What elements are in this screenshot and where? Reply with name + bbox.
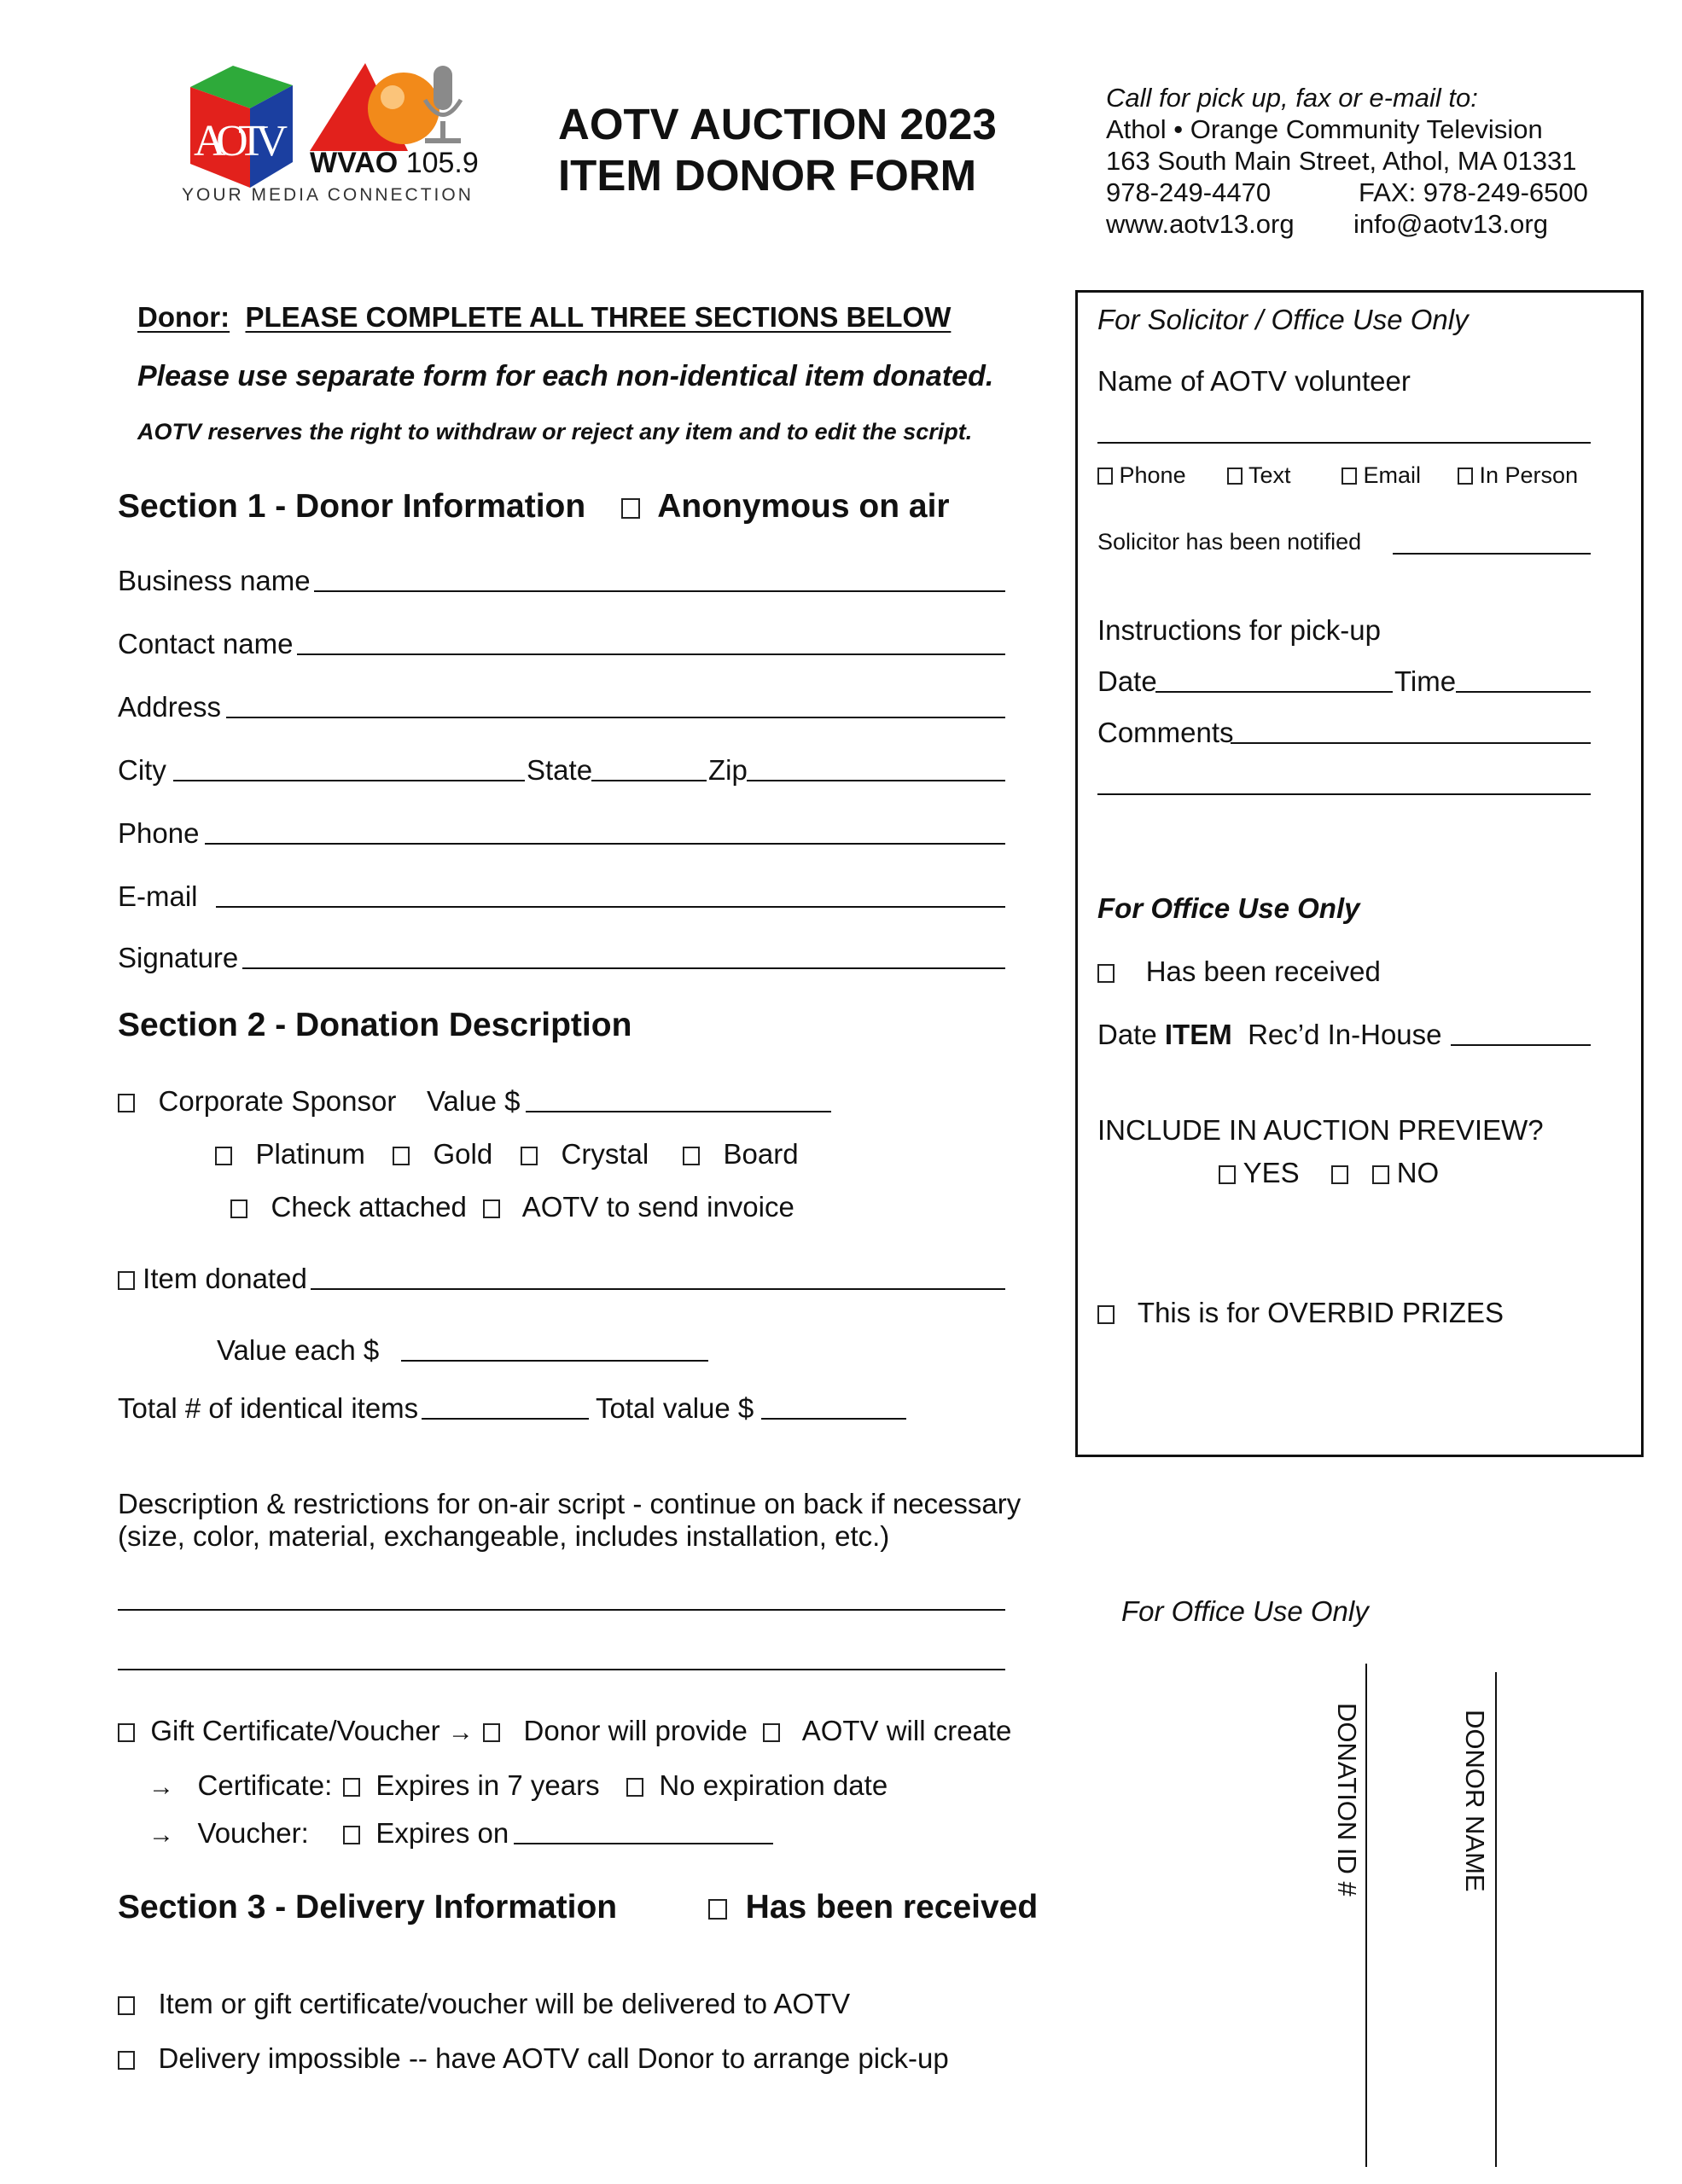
method-text-checkbox[interactable] <box>1227 468 1243 485</box>
expires-on-option[interactable] <box>343 1817 509 1850</box>
no-expiration-option[interactable] <box>626 1769 888 1802</box>
office-bottom-header: For Office Use Only <box>1121 1595 1369 1627</box>
voucher-row <box>148 1817 309 1850</box>
solicitor-notified-field[interactable] <box>1393 553 1591 555</box>
method-text-label: Text <box>1248 462 1291 488</box>
gift-certificate-option[interactable] <box>118 1715 474 1747</box>
logo-tagline: YOUR MEDIA CONNECTION <box>182 185 474 205</box>
section3-received-checkbox[interactable] <box>708 1899 727 1920</box>
zip-label: Zip <box>708 754 748 786</box>
office-received-checkbox[interactable] <box>1097 964 1115 983</box>
total-value-label: Total value $ <box>596 1392 754 1424</box>
wvao-call-sign: WVAO <box>310 147 399 179</box>
donor-provide-option[interactable] <box>483 1715 748 1747</box>
city-label: City <box>118 754 166 786</box>
preview-no-checkbox[interactable] <box>1331 1165 1348 1184</box>
total-items-label: Total # of identical items <box>118 1392 419 1424</box>
certificate-row <box>148 1769 332 1802</box>
method-in-person-checkbox[interactable] <box>1458 468 1473 485</box>
overbid-checkbox[interactable] <box>1097 1305 1115 1324</box>
method-in-person[interactable] <box>1458 462 1578 489</box>
method-phone-label: Phone <box>1119 462 1186 488</box>
date-received-item: ITEM <box>1164 1019 1232 1050</box>
item-donated-label: Item donated <box>143 1263 307 1294</box>
check-attached-label: Check attached <box>271 1191 467 1223</box>
corporate-sponsor-checkbox[interactable] <box>118 1094 135 1112</box>
gift-certificate-label: Gift Certificate/Voucher <box>150 1715 440 1746</box>
anonymous-checkbox[interactable] <box>621 498 640 519</box>
contact-address: 163 South Main Street, Athol, MA 01331 <box>1106 146 1577 176</box>
corporate-sponsor-option[interactable] <box>118 1085 396 1118</box>
arrow-icon: → <box>447 1718 474 1746</box>
volunteer-label: Name of AOTV volunteer <box>1097 365 1411 397</box>
description-field-line2[interactable] <box>118 1669 1005 1670</box>
comments-label: Comments <box>1097 717 1234 748</box>
date-received-prefix: Date <box>1097 1019 1157 1050</box>
email-label: E-mail <box>118 880 198 912</box>
auction-preview-question: INCLUDE IN AUCTION PREVIEW? <box>1097 1114 1544 1146</box>
tier-crystal-label: Crystal <box>561 1138 649 1170</box>
overbid-label: This is for OVERBID PRIZES <box>1137 1297 1504 1328</box>
method-email[interactable] <box>1342 462 1421 489</box>
office-received-option[interactable] <box>1097 956 1381 988</box>
solicitor-notified-label: Solicitor has been notified <box>1097 529 1362 555</box>
method-text[interactable] <box>1227 462 1291 489</box>
date-received-suffix: Rec’d In-House <box>1248 1019 1442 1050</box>
aotv-create-checkbox[interactable] <box>763 1723 780 1742</box>
pickup-instructions-label: Instructions for pick-up <box>1097 614 1381 646</box>
preview-yes-checkbox[interactable] <box>1219 1165 1236 1184</box>
aotv-cube-logo <box>182 61 301 189</box>
expires-7-years-checkbox[interactable] <box>343 1778 360 1797</box>
address-field[interactable] <box>226 717 1005 718</box>
expires-7-years-option[interactable] <box>343 1769 600 1802</box>
tier-crystal[interactable] <box>521 1138 649 1170</box>
anonymous-option[interactable] <box>621 488 950 526</box>
method-phone[interactable] <box>1097 462 1186 489</box>
donor-name-line[interactable] <box>1495 1672 1497 2167</box>
corporate-sponsor-label: Corporate Sponsor <box>158 1085 397 1117</box>
certificate-label: Certificate: <box>197 1769 333 1801</box>
preview-no-inner-checkbox[interactable] <box>1372 1165 1389 1184</box>
aotv-create-option[interactable] <box>763 1715 1011 1747</box>
tier-board[interactable] <box>683 1138 799 1170</box>
method-email-checkbox[interactable] <box>1342 468 1357 485</box>
phone-field[interactable] <box>205 843 1005 845</box>
corporate-value-label: Value $ <box>427 1085 521 1117</box>
contact-intro: Call for pick up, fax or e-mail to: <box>1106 83 1478 113</box>
address-label: Address <box>118 691 222 723</box>
value-each-label: Value each $ <box>217 1334 380 1366</box>
aotv-create-label: AOTV will create <box>801 1715 1012 1746</box>
email-field[interactable] <box>216 906 1005 908</box>
phone-label: Phone <box>118 817 200 849</box>
logo <box>178 61 485 215</box>
deliver-to-aotv-label: Item or gift certificate/voucher will be delivered to AOTV <box>158 1988 851 2019</box>
contact-website[interactable]: www.aotv13.org <box>1106 209 1295 239</box>
overbid-option[interactable] <box>1097 1297 1504 1329</box>
deliver-to-aotv-checkbox[interactable] <box>118 1996 135 2015</box>
wvao-text <box>310 147 479 180</box>
preview-no-option[interactable] <box>1331 1157 1439 1189</box>
delivery-impossible-option[interactable] <box>118 2042 949 2075</box>
send-invoice-option[interactable] <box>483 1191 794 1223</box>
method-phone-checkbox[interactable] <box>1097 468 1113 485</box>
donation-id-line[interactable] <box>1365 1664 1367 2167</box>
send-invoice-label: AOTV to send invoice <box>521 1191 794 1223</box>
tier-gold-checkbox[interactable] <box>393 1147 410 1165</box>
contact-name-label: Contact name <box>118 628 294 659</box>
volunteer-field[interactable] <box>1097 442 1591 444</box>
tier-platinum-label: Platinum <box>255 1138 365 1170</box>
section3-title: Section 3 - Delivery Information <box>118 1889 618 1926</box>
signature-field[interactable] <box>242 967 1005 969</box>
arrow-icon: → <box>148 1821 174 1849</box>
donor-name-label: DONOR NAME <box>1460 1710 1490 1892</box>
send-invoice-checkbox[interactable] <box>483 1199 500 1218</box>
donor-instruction <box>137 301 951 334</box>
comments-field-line1[interactable] <box>1231 742 1591 744</box>
check-attached-checkbox[interactable] <box>230 1199 247 1218</box>
voucher-label: Voucher: <box>197 1817 309 1849</box>
expires-on-label: Expires on <box>375 1817 509 1849</box>
wvao-frequency: 105.9 <box>405 147 479 179</box>
contact-phone: 978-249-4470 <box>1106 177 1272 207</box>
zip-field[interactable] <box>747 780 1005 781</box>
pickup-date-label: Date <box>1097 665 1157 697</box>
donor-provide-label: Donor will provide <box>523 1715 748 1746</box>
delivery-impossible-label: Delivery impossible -- have AOTV call Donor to arrange pick-up <box>158 2042 949 2074</box>
deliver-to-aotv-option[interactable] <box>118 1988 850 2020</box>
contact-block <box>1106 82 1588 240</box>
city-field[interactable] <box>173 780 525 781</box>
comments-field-line2[interactable] <box>1097 793 1591 795</box>
form-title-line1: AOTV AUCTION 2023 <box>558 100 997 148</box>
contact-email[interactable]: info@aotv13.org <box>1353 209 1548 239</box>
business-name-field[interactable] <box>314 590 1005 592</box>
tier-board-checkbox[interactable] <box>683 1147 700 1165</box>
state-label: State <box>527 754 593 786</box>
contact-fax: FAX: 978-249-6500 <box>1359 177 1588 207</box>
state-field[interactable] <box>591 780 707 781</box>
method-email-label: Email <box>1363 462 1422 488</box>
tier-gold-label: Gold <box>433 1138 493 1170</box>
date-received-field[interactable] <box>1451 1044 1591 1046</box>
description-label: Description & restrictions for on-air script - continue on back if necessary <box>118 1488 1021 1519</box>
pickup-time-field[interactable] <box>1456 691 1591 693</box>
office-received-label: Has been received <box>1145 956 1381 987</box>
description-hint: (size, color, material, exchangeable, includes installation, etc.) <box>118 1520 890 1552</box>
donation-id-label: DONATION ID # <box>1332 1703 1362 1896</box>
total-items-field[interactable] <box>422 1418 589 1420</box>
donor-label: Donor: <box>137 301 230 333</box>
tier-platinum-checkbox[interactable] <box>215 1147 232 1165</box>
preview-no-label: NO <box>1396 1157 1440 1188</box>
corporate-value-field[interactable] <box>526 1111 831 1112</box>
preview-yes-label: YES <box>1243 1157 1300 1188</box>
anonymous-label: Anonymous on air <box>657 488 950 525</box>
value-each-field[interactable] <box>401 1360 708 1362</box>
method-in-person-label: In Person <box>1479 462 1579 488</box>
signature-label: Signature <box>118 942 239 973</box>
description-field-line1[interactable] <box>118 1609 1005 1611</box>
reserve-note: AOTV reserves the right to withdraw or reject any item and to edit the script. <box>137 419 973 444</box>
item-donated-field[interactable] <box>311 1288 1005 1290</box>
donor-instruction-text: PLEASE COMPLETE ALL THREE SECTIONS BELOW <box>245 301 952 333</box>
item-donated-option[interactable] <box>118 1263 307 1295</box>
contact-name-field[interactable] <box>297 653 1005 655</box>
tier-board-label: Board <box>723 1138 799 1170</box>
office-box-header: For Solicitor / Office Use Only <box>1097 304 1469 335</box>
check-attached-option[interactable] <box>230 1191 467 1223</box>
delivery-impossible-checkbox[interactable] <box>118 2051 135 2070</box>
arrow-icon: → <box>148 1773 174 1801</box>
business-name-label: Business name <box>118 565 311 596</box>
pickup-time-label: Time <box>1394 665 1457 697</box>
section3-received-option[interactable] <box>708 1889 1038 1926</box>
total-value-field[interactable] <box>761 1418 906 1420</box>
expires-on-checkbox[interactable] <box>343 1826 360 1844</box>
tier-platinum[interactable] <box>215 1138 365 1170</box>
no-expiration-label: No expiration date <box>659 1769 888 1801</box>
pickup-date-field[interactable] <box>1155 691 1393 693</box>
item-donated-checkbox[interactable] <box>118 1271 135 1290</box>
office-only-header: For Office Use Only <box>1097 892 1360 924</box>
tier-crystal-checkbox[interactable] <box>521 1147 538 1165</box>
separate-form-note: Please use separate form for each non-identical item donated. <box>137 360 994 392</box>
section3-received-label: Has been received <box>745 1889 1039 1926</box>
tier-gold[interactable] <box>393 1138 492 1170</box>
section1-title: Section 1 - Donor Information <box>118 488 586 525</box>
preview-yes-option[interactable] <box>1219 1157 1300 1189</box>
svg-text:AOTV: AOTV <box>194 117 288 166</box>
form-title-line2: ITEM DONOR FORM <box>558 151 977 200</box>
no-expiration-checkbox[interactable] <box>626 1778 643 1797</box>
contact-org: Athol • Orange Community Television <box>1106 114 1543 144</box>
section2-title: Section 2 - Donation Description <box>118 1007 632 1043</box>
donor-provide-checkbox[interactable] <box>483 1723 500 1742</box>
expires-7-years-label: Expires in 7 years <box>375 1769 600 1801</box>
expires-on-field[interactable] <box>514 1843 773 1844</box>
date-received-label <box>1097 1019 1442 1051</box>
gift-certificate-checkbox[interactable] <box>118 1723 135 1742</box>
